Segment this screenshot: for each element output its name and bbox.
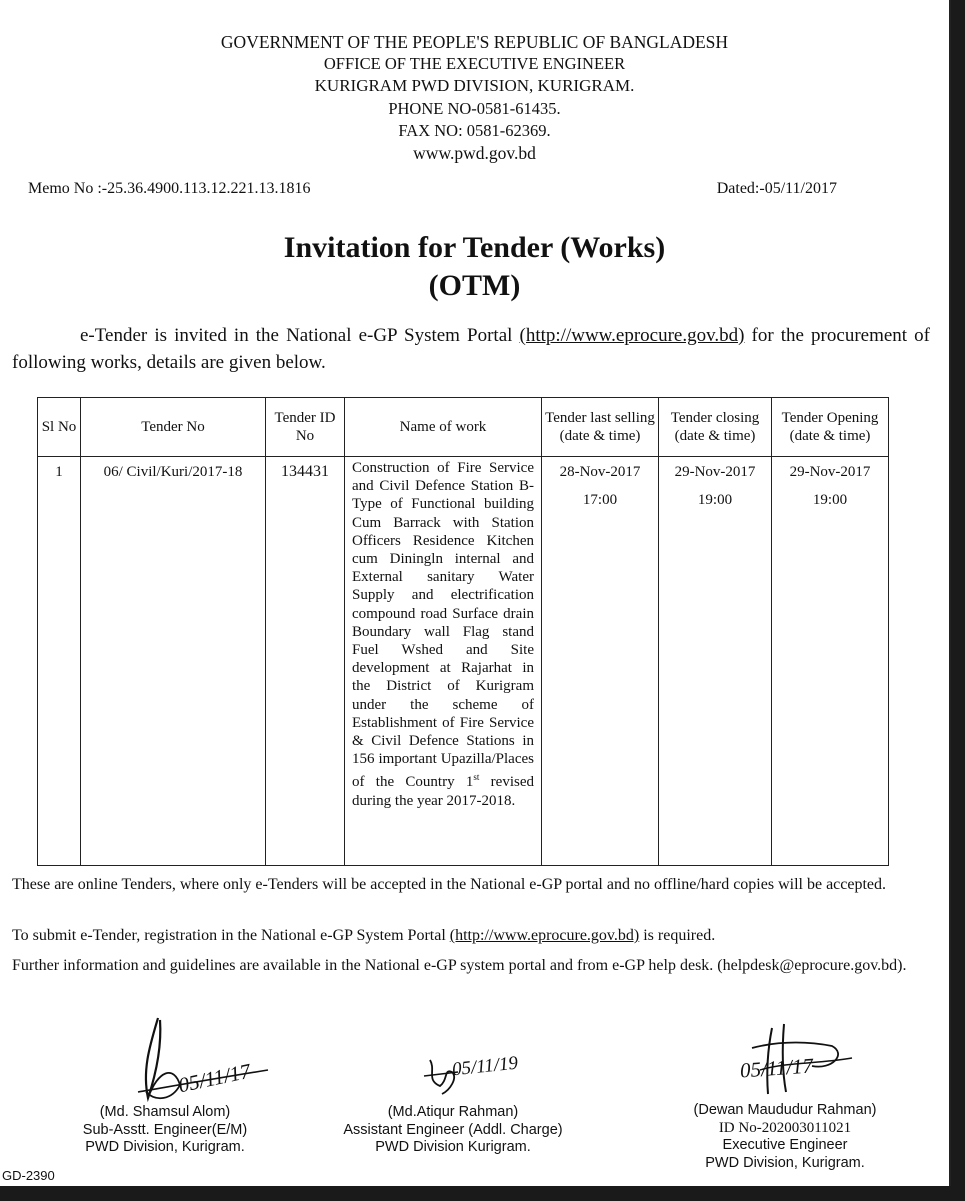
- memo-number: Memo No :-25.36.4900.113.12.221.13.1816: [28, 180, 311, 197]
- signatory-2-office: PWD Division Kurigram.: [375, 1139, 531, 1155]
- note-registration-end: is required.: [639, 927, 716, 944]
- work-superscript: st: [473, 772, 480, 783]
- handwritten-date-1: 05/11/17: [176, 1058, 253, 1098]
- signatory-1-office: PWD Division, Kurigram.: [85, 1139, 245, 1155]
- note-online-tenders: These are online Tenders, where only e-Tenders will be accepted in the National e-GP portal and no offline/hard copies will be accepted.: [12, 876, 887, 893]
- note-helpdesk: Further information and guidelines are available in the National e-GP system portal and from e-GP help desk. (helpdesk@eprocure.gov.bd).: [12, 957, 907, 974]
- notice-title: Invitation for Tender (Works): [283, 231, 666, 264]
- eprocure-link-2[interactable]: (http://www.eprocure.gov.bd): [449, 927, 640, 944]
- signatory-3-name: (Dewan Maududur Rahman): [693, 1102, 877, 1118]
- header-division: KURIGRAM PWD DIVISION, KURIGRAM.: [314, 76, 635, 95]
- cell-name-of-work: [345, 457, 542, 866]
- header-website: www.pwd.gov.bd: [413, 143, 536, 163]
- col-closing: Tender closing (date & time): [659, 398, 772, 457]
- cell-closing: [659, 457, 772, 866]
- signatory-3-designation: Executive Engineer: [722, 1137, 848, 1153]
- col-last-selling: Tender last selling (date & time): [542, 398, 659, 457]
- tender-table: [37, 397, 889, 866]
- header-fax: FAX NO: 0581-62369.: [398, 121, 551, 140]
- note-registration: [12, 925, 932, 947]
- cell-tender-id: 134431: [266, 457, 345, 866]
- signatory-2-designation: Assistant Engineer (Addl. Charge): [343, 1121, 563, 1138]
- intro-text-1: e-Tender is invited in the National e-GP System Portal: [80, 325, 520, 346]
- handwritten-date-3: 05/11/17: [739, 1053, 814, 1083]
- col-tender-no: Tender No: [81, 398, 266, 457]
- signatory-2: [318, 1104, 588, 1157]
- work-description-end: revised during the year 2017-2018.: [352, 774, 534, 809]
- last-selling-time: 17:00: [582, 492, 618, 509]
- work-description: Construction of Fire Service and Civil Defence Station B-Type of Functional building Cum Barrack with Station Officers Residence Kitchen cum Diningln internal and External sanitary Water Supply and electrification compound road Surface drain Boundary wall Flag stand Fuel Wshed and Site development at Rajarhat in the District of Kurigram under the scheme of Establishment of Fire Service & Civil Defence Stations in 156 important Upazilla/Places of the Country 1: [352, 460, 534, 791]
- cell-last-selling: [542, 457, 659, 866]
- col-sl: Sl No: [38, 398, 81, 457]
- cell-sl: 1: [38, 457, 81, 866]
- signatory-1-designation: Sub-Asstt. Engineer(E/M): [82, 1121, 248, 1138]
- notice-subtitle: (OTM): [428, 269, 521, 302]
- col-name-of-work: Name of work: [345, 398, 542, 457]
- footer-code: GD-2390: [2, 1168, 55, 1183]
- closing-time: 19:00: [697, 492, 733, 509]
- last-selling-date: 28-Nov-2017: [559, 464, 641, 480]
- signatory-1-name: (Md. Shamsul Alom): [99, 1104, 231, 1120]
- intro-paragraph: [12, 322, 930, 376]
- header-phone: PHONE NO-0581-61435.: [388, 99, 561, 118]
- header-government: GOVERNMENT OF THE PEOPLE'S REPUBLIC OF BANGLADESH: [220, 32, 729, 52]
- table-row: [38, 457, 889, 866]
- opening-time: 19:00: [812, 492, 848, 509]
- signatory-3-office: PWD Division, Kurigram.: [705, 1154, 865, 1171]
- handwritten-date-2: 05/11/19: [451, 1052, 520, 1081]
- closing-date: 29-Nov-2017: [674, 464, 756, 480]
- cell-opening: [772, 457, 889, 866]
- opening-date: 29-Nov-2017: [789, 464, 871, 480]
- col-opening: Tender Opening (date & time): [772, 398, 889, 457]
- signatory-1: [60, 1104, 270, 1157]
- memo-date: Dated:-05/11/2017: [716, 180, 837, 197]
- cell-tender-no: 06/ Civil/Kuri/2017-18: [81, 457, 266, 866]
- header-office: OFFICE OF THE EXECUTIVE ENGINEER: [323, 54, 626, 73]
- note-registration-text: To submit e-Tender, registration in the National e-GP System Portal: [12, 927, 450, 944]
- signatory-3-id: ID No-202003011021: [718, 1119, 852, 1136]
- col-tender-id: Tender ID No: [266, 398, 345, 457]
- signatory-3: [672, 1102, 898, 1172]
- intro-text-2: for the procurement of following works, details are given below.: [12, 325, 930, 373]
- signatory-2-name: (Md.Atiqur Rahman): [387, 1104, 519, 1120]
- table-header-row: [38, 398, 889, 457]
- eprocure-link[interactable]: (http://www.eprocure.gov.bd): [519, 325, 745, 346]
